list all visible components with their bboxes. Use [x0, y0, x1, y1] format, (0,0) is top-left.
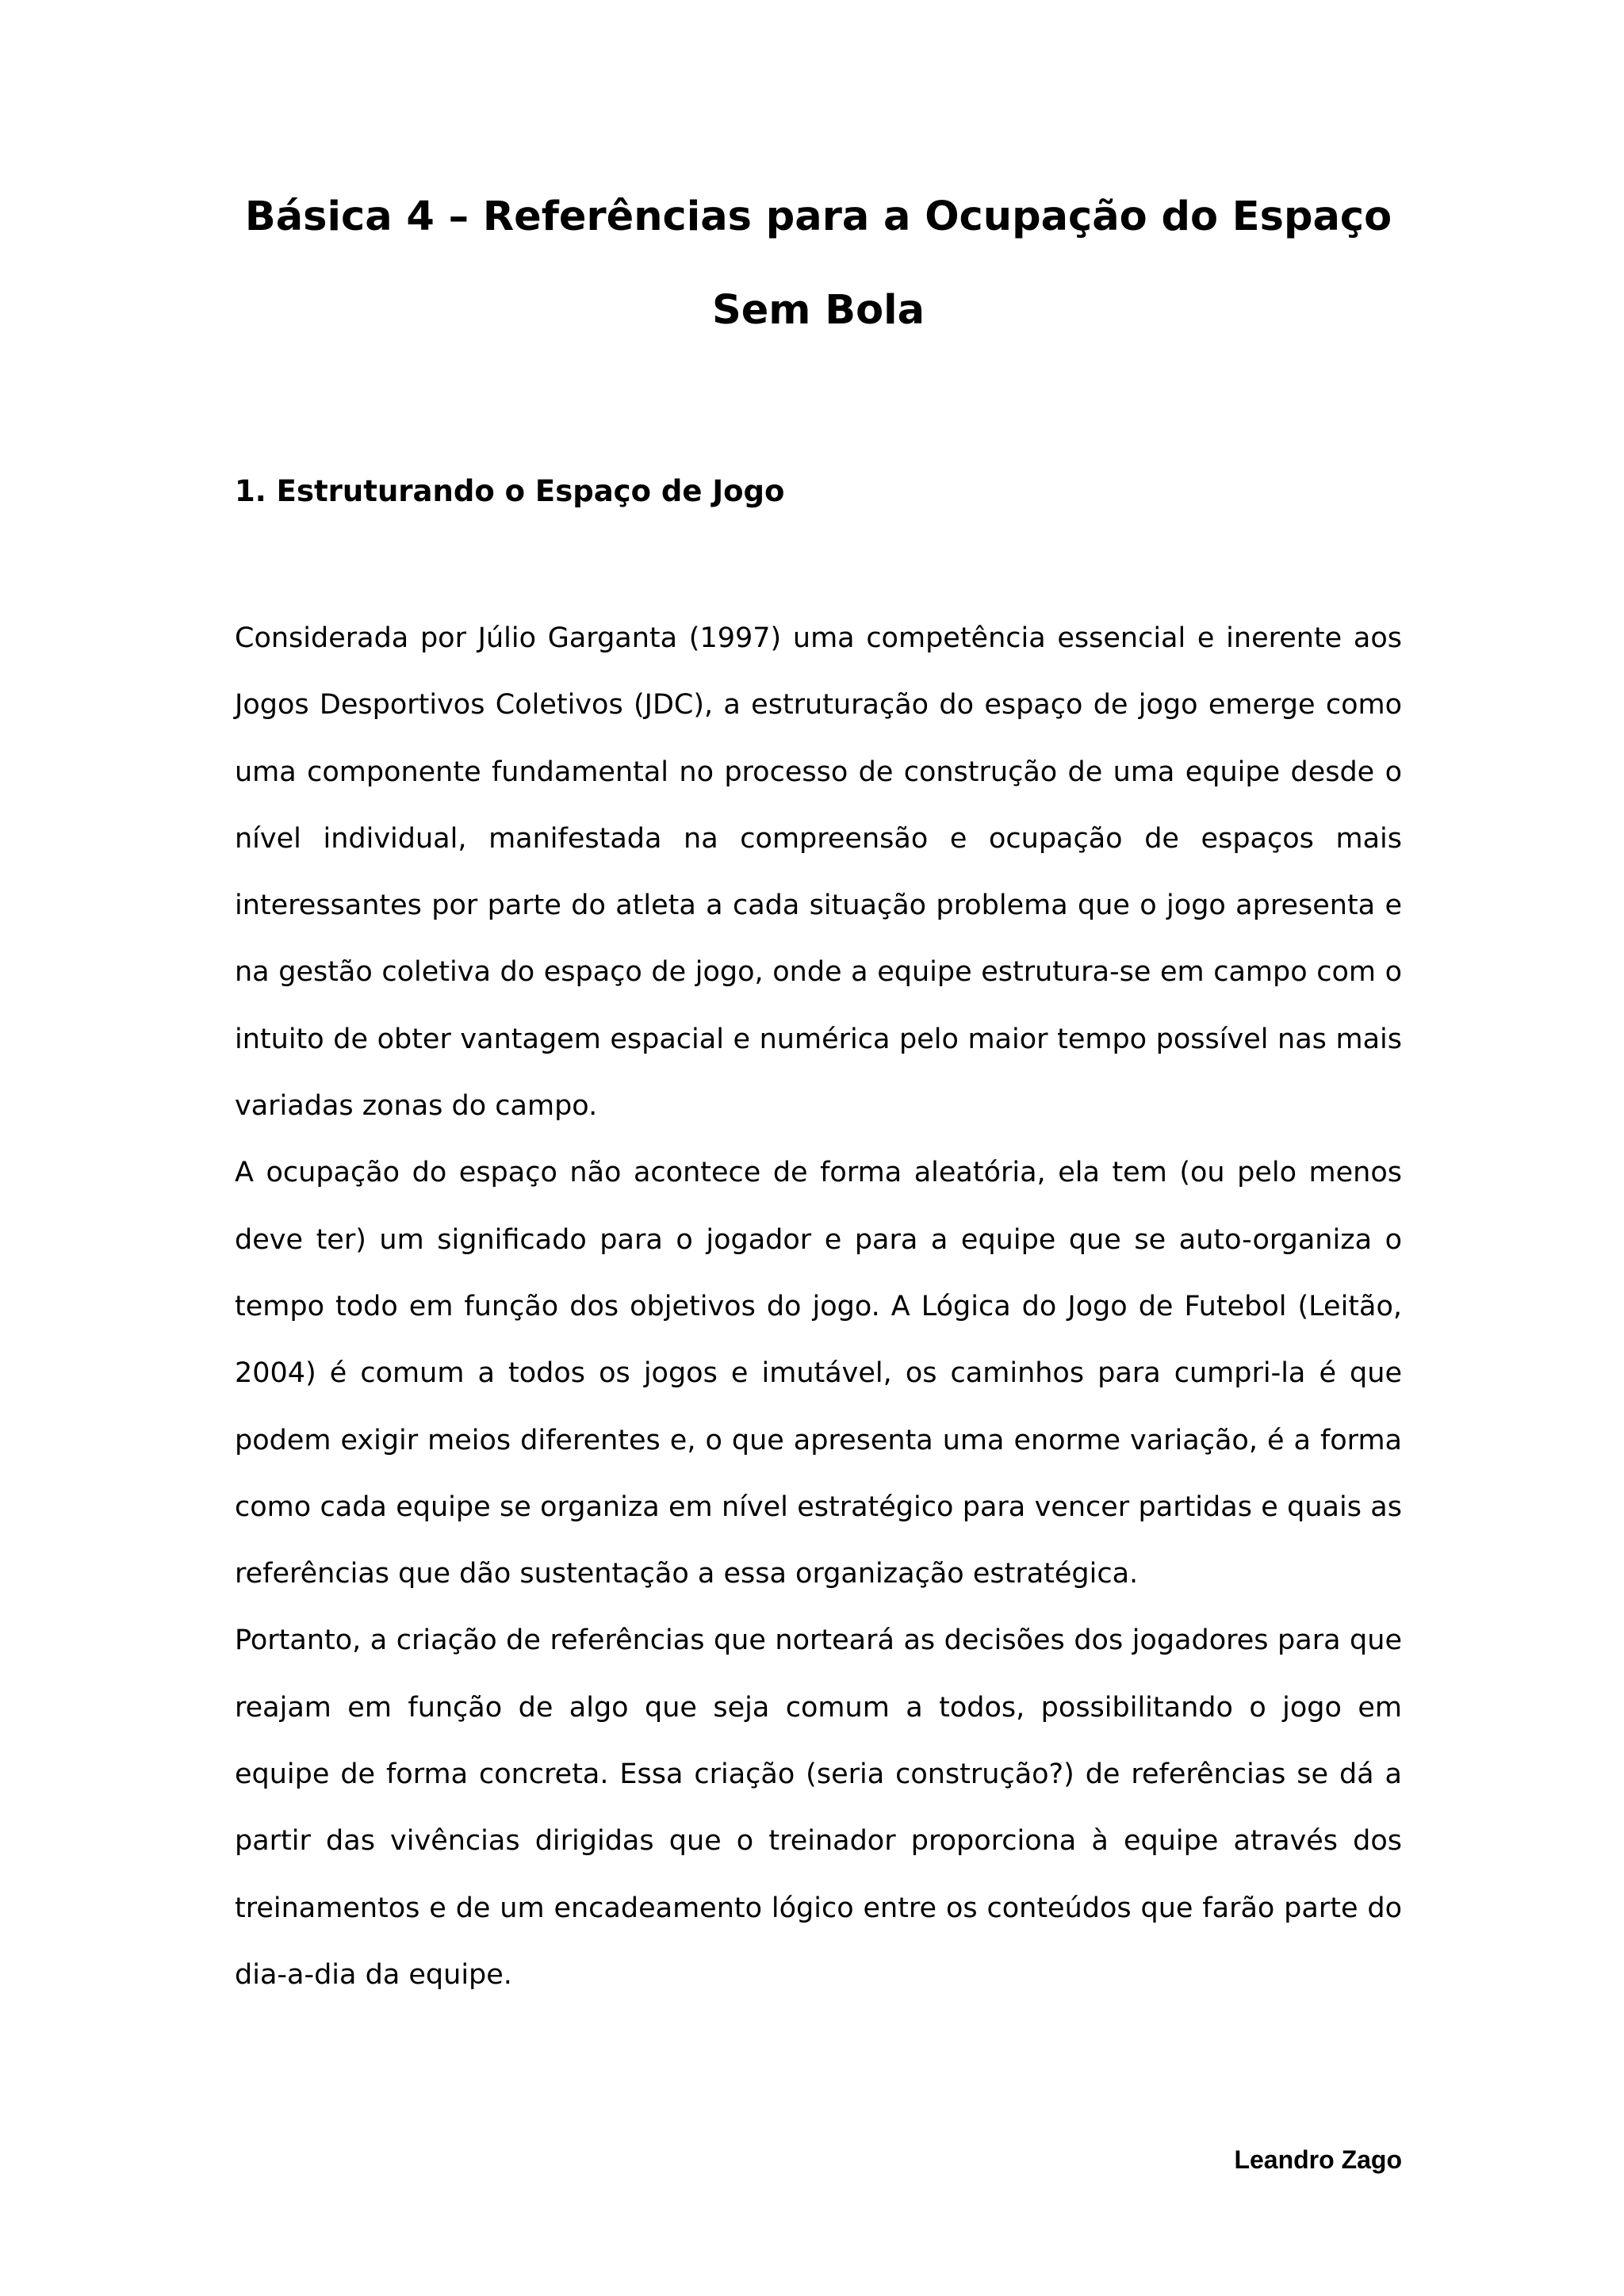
- footer-author: Leandro Zago: [1234, 2145, 1402, 2174]
- paragraph-1: Considerada por Júlio Garganta (1997) uma competência essencial e inerente aos Jogos Desportivos Coletivos (JDC), a estruturação do espaço de jogo emerge como uma componente fundamental no processo de construção de uma equipe desde o nível individual, manifestada na compreensão e ocupação de espaços mais interessantes por parte do atleta a cada situação problema que o jogo apresenta e na gestão coletiva do espaço de jogo, onde a equipe estrutura-se em campo com o intuito de obter vantagem espacial e numérica pelo maior tempo possível nas mais variadas zonas do campo.: [235, 622, 1402, 1123]
- paragraph-3: Portanto, a criação de referências que norteará as decisões dos jogadores para que reajam em função de algo que seja comum a todos, possibilitando o jogo em equipe de forma concreta. Essa criação (seria construção?) de referências se dá a partir das vivências dirigidas que o treinador proporciona à equipe através dos treinamentos e de um encadeamento lógico entre os conteúdos que farão parte do dia-a-dia da equipe.: [235, 1624, 1402, 1991]
- body-text: [235, 605, 1402, 2008]
- document-title-line-1: Básica 4 – Referências para a Ocupação do Espaço: [244, 193, 1392, 240]
- section-heading: 1. Estruturando o Espaço de Jogo: [235, 474, 785, 508]
- document-title-line-2: Sem Bola: [711, 287, 925, 334]
- paragraph-2: A ocupação do espaço não acontece de forma aleatória, ela tem (ou pelo menos deve ter) um significado para o jogador e para a equipe que se auto-organiza o tempo todo em função dos objetivos do jogo. A Lógica do Jogo de Futebol (Leitão, 2004) é comum a todos os jogos e imutável, os caminhos para cumpri-la é que podem exigir meios diferentes e, o que apresenta uma enorme variação, é a forma como cada equipe se organiza em nível estratégico para vencer partidas e quais as referências que dão sustentação a essa organização estratégica.: [235, 1157, 1402, 1590]
